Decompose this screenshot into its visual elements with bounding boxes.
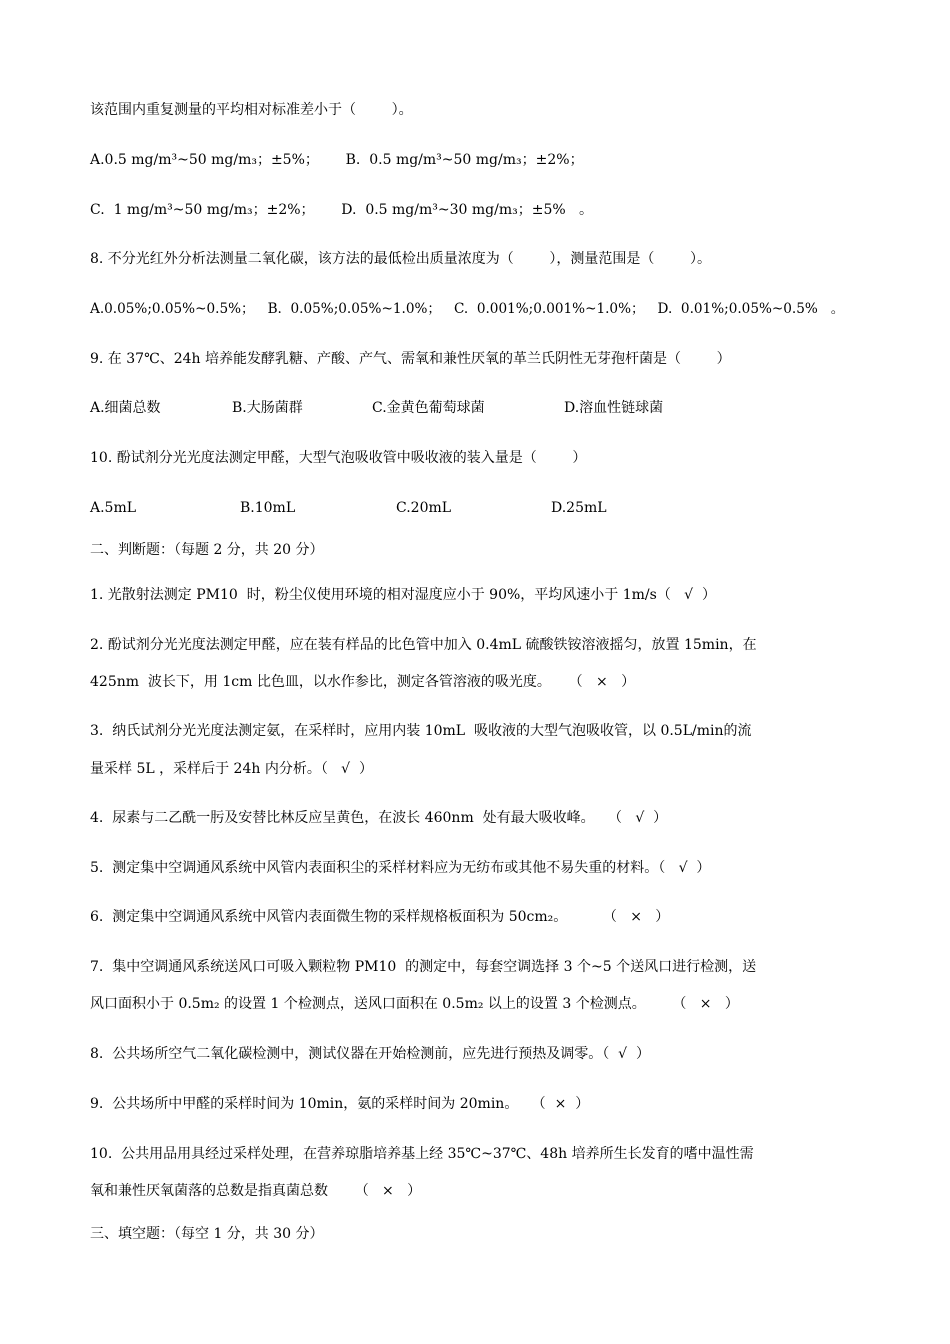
tf-5: 5. 测定集中空调通风系统中风管内表面积尘的采样材料应为无纺布或其他不易失重的材料。（ √ ）: [90, 860, 711, 876]
q10-option-a: A.5mL: [90, 500, 137, 516]
tf-9: 9. 公共场所中甲醛的采样时间为 10min，氨的采样时间为 20min。 （ × ）: [90, 1096, 590, 1112]
tf-3-line-1: 3. 纳氏试剂分光光度法测定氨，在采样时，应用内装 10mL 吸收液的大型气泡吸收管，以 0.5L/min的流: [90, 723, 752, 739]
tf-1: 1. 光散射法测定 PM10 时，粉尘仪使用环境的相对湿度应小于 90%，平均风速小于 1m/s（ √ ）: [90, 587, 716, 603]
tf-2-line-2: 425nm 波长下，用 1cm 比色皿，以水作参比，测定各管溶液的吸光度。 （ × ）: [90, 674, 636, 690]
q10-option-b: B.10mL: [240, 500, 296, 516]
q7-options-cd: C. 1 mg/m³~50 mg/m₃；±2%； D. 0.5 mg/m³~30 mg/m₃；±5% 。: [90, 202, 594, 218]
tf-10-line-2: 氧和兼性厌氧菌落的总数是指真菌总数 （ × ）: [90, 1183, 422, 1199]
q9-option-a: A.细菌总数: [90, 400, 161, 416]
tf-8: 8. 公共场所空气二氧化碳检测中，测试仪器在开始检测前，应先进行预热及调零。（ √ ）: [90, 1046, 650, 1062]
section-2-heading: 二、判断题：（每题 2 分，共 20 分）: [90, 542, 324, 558]
q8-stem: 8. 不分光红外分析法测量二氧化碳，该方法的最低检出质量浓度为（ ），测量范围是（ ）。: [90, 251, 712, 267]
tf-7-line-2: 风口面积小于 0.5m₂ 的设置 1 个检测点，送风口面积在 0.5m₂ 以上的设置 3 个检测点。 （ × ）: [90, 996, 739, 1012]
q7-options-ab: A.0.5 mg/m³~50 mg/m₃；±5%； B. 0.5 mg/m³~50 mg/m₃；±2%；: [90, 152, 584, 168]
tf-10-line-1: 10. 公共用品用具经过采样处理，在营养琼脂培养基上经 35℃~37℃、48h 培养所生长发育的嗜中温性需: [90, 1146, 754, 1162]
tf-2-line-1: 2. 酚试剂分光光度法测定甲醛，应在装有样品的比色管中加入 0.4mL 硫酸铁铵溶液摇匀，放置 15min，在: [90, 637, 757, 653]
q8-options: A.0.05%;0.05%~0.5%； B. 0.05%;0.05%~1.0%； C. 0.001%;0.001%~1.0%； D. 0.01%;0.05%~0.5% 。: [90, 301, 845, 317]
q9-option-b: B.大肠菌群: [232, 400, 303, 416]
tf-3-line-2: 量采样 5L ，采样后于 24h 内分析。（ √ ）: [90, 761, 374, 777]
section-3-heading: 三、填空题：（每空 1 分，共 30 分）: [90, 1226, 324, 1242]
tf-6: 6. 测定集中空调通风系统中风管内表面微生物的采样规格板面积为 50cm₂。 （ × ）: [90, 909, 670, 925]
q10-stem: 10. 酚试剂分光光度法测定甲醛，大型气泡吸收管中吸收液的装入量是（ ）: [90, 450, 587, 466]
tf-7-line-1: 7. 集中空调通风系统送风口可吸入颗粒物 PM10 的测定中，每套空调选择 3 个~5 个送风口进行检测，送: [90, 959, 757, 975]
q7-stem-continued: 该范围内重复测量的平均相对标准差小于（ ）。: [90, 102, 413, 118]
q9-option-d: D.溶血性链球菌: [564, 400, 664, 416]
q10-option-d: D.25mL: [551, 500, 607, 516]
q9-option-c: C.金黄色葡萄球菌: [372, 400, 485, 416]
tf-4: 4. 尿素与二乙酰一肟及安替比林反应呈黄色，在波长 460nm 处有最大吸收峰。 （ √ ）: [90, 810, 668, 826]
q10-option-c: C.20mL: [396, 500, 452, 516]
q9-stem: 9. 在 37℃、24h 培养能发酵乳糖、产酸、产气、需氧和兼性厌氧的革兰氏阴性无芽孢杆菌是（ ）: [90, 351, 731, 367]
